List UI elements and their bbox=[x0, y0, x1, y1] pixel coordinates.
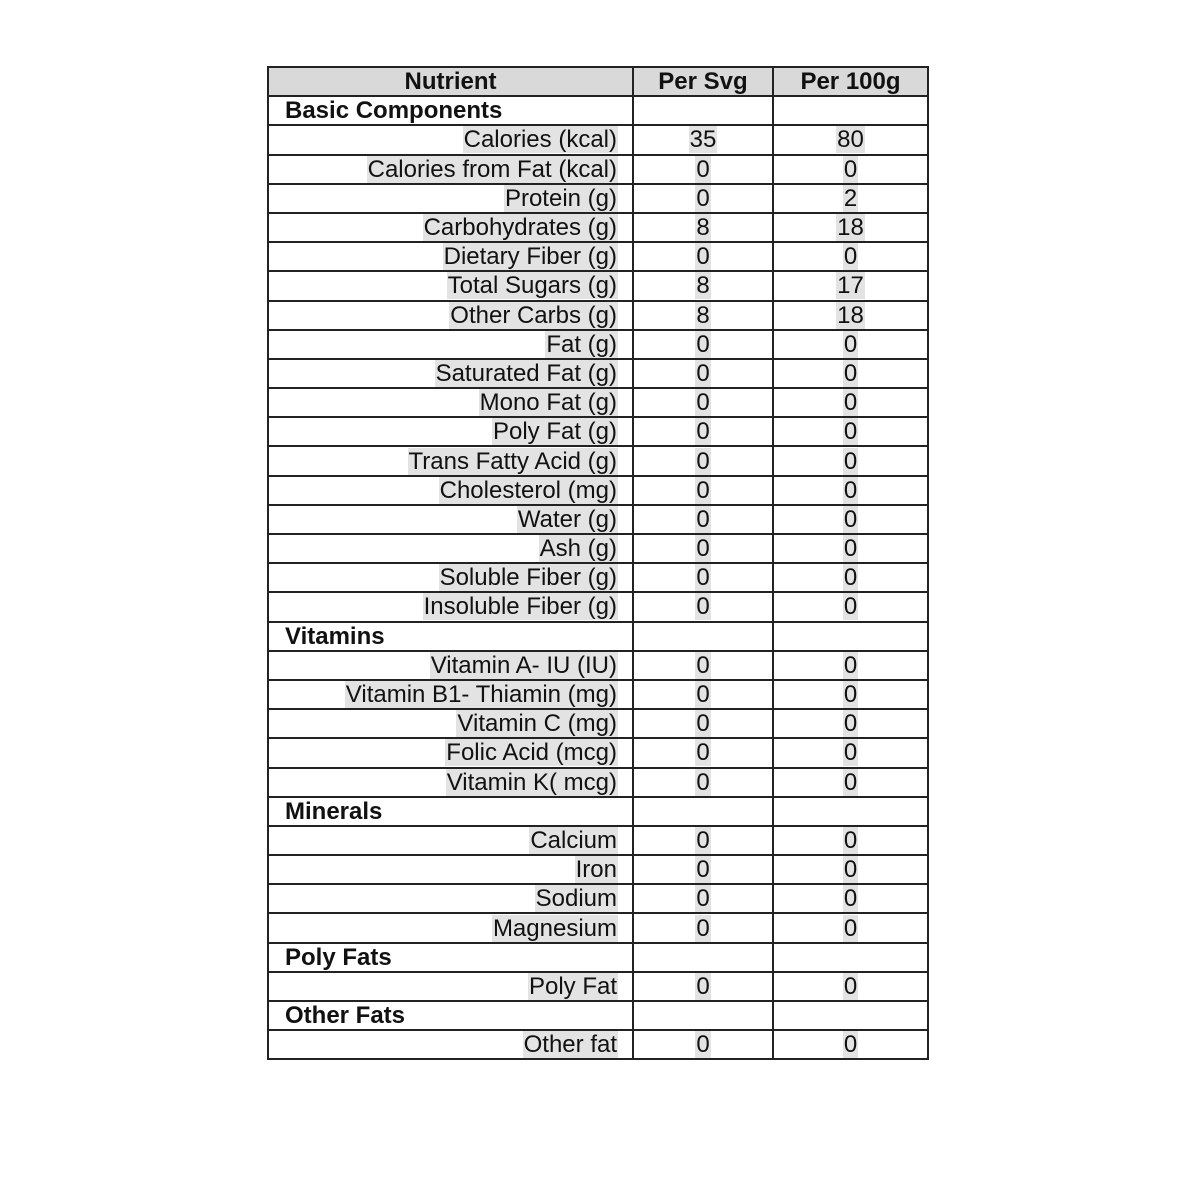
nutrient-name-cell bbox=[268, 359, 633, 388]
nutrient-name: Poly Fat bbox=[528, 972, 617, 1000]
per-svg-value-cell bbox=[633, 213, 773, 242]
section-row bbox=[268, 1001, 928, 1030]
nutrient-name: Insoluble Fiber (g) bbox=[423, 593, 617, 621]
per-100g-value: 80 bbox=[837, 126, 864, 154]
nutrient-name-cell bbox=[268, 213, 633, 242]
per-svg-value-cell bbox=[633, 768, 773, 797]
empty-cell bbox=[773, 1001, 928, 1030]
per-100g-value-cell bbox=[773, 213, 928, 242]
nutrient-name-cell bbox=[268, 271, 633, 300]
nutrient-name-cell bbox=[268, 301, 633, 330]
table-row bbox=[268, 446, 928, 475]
nutrient-name: Vitamin K( mcg) bbox=[446, 768, 617, 796]
per-100g-value: 0 bbox=[843, 447, 858, 475]
per-svg-value: 0 bbox=[696, 564, 710, 592]
per-svg-value-cell bbox=[633, 680, 773, 709]
per-svg-value-cell bbox=[633, 738, 773, 767]
per-svg-value: 0 bbox=[696, 768, 710, 796]
per-100g-value-cell bbox=[773, 301, 928, 330]
table-row bbox=[268, 972, 928, 1001]
per-svg-value: 0 bbox=[696, 826, 710, 854]
per-100g-value: 0 bbox=[843, 476, 858, 504]
per-svg-value-cell bbox=[633, 826, 773, 855]
per-svg-value-cell bbox=[633, 184, 773, 213]
table-row bbox=[268, 738, 928, 767]
nutrient-name: Soluble Fiber (g) bbox=[439, 564, 617, 592]
nutrient-name-cell bbox=[268, 563, 633, 592]
table-header bbox=[268, 67, 928, 96]
per-100g-value-cell bbox=[773, 330, 928, 359]
empty-cell bbox=[633, 943, 773, 972]
nutrient-name-cell bbox=[268, 826, 633, 855]
nutrient-name-cell bbox=[268, 972, 633, 1001]
per-svg-value-cell bbox=[633, 855, 773, 884]
per-100g-value-cell bbox=[773, 271, 928, 300]
per-svg-value-cell bbox=[633, 417, 773, 446]
table-row bbox=[268, 330, 928, 359]
per-svg-value-cell bbox=[633, 913, 773, 942]
nutrient-name-cell bbox=[268, 534, 633, 563]
nutrient-name: Protein (g) bbox=[504, 184, 617, 212]
table-row bbox=[268, 1030, 928, 1059]
table-row bbox=[268, 651, 928, 680]
empty-cell bbox=[773, 96, 928, 125]
table-row bbox=[268, 184, 928, 213]
per-svg-value: 0 bbox=[696, 535, 710, 563]
per-svg-value: 0 bbox=[696, 418, 710, 446]
nutrient-name: Trans Fatty Acid (g) bbox=[408, 447, 617, 475]
nutrient-name: Ash (g) bbox=[539, 535, 617, 563]
per-100g-value-cell bbox=[773, 826, 928, 855]
per-svg-value-cell bbox=[633, 476, 773, 505]
per-svg-value-cell bbox=[633, 592, 773, 621]
nutrient-name: Magnesium bbox=[492, 914, 617, 942]
table-row bbox=[268, 476, 928, 505]
table-row bbox=[268, 709, 928, 738]
per-svg-value-cell bbox=[633, 155, 773, 184]
per-100g-value: 0 bbox=[843, 651, 858, 679]
per-svg-value: 0 bbox=[696, 389, 710, 417]
section-label: Other Fats bbox=[268, 1001, 633, 1030]
table-body bbox=[268, 96, 928, 1059]
per-svg-value: 0 bbox=[696, 184, 710, 212]
nutrient-name: Total Sugars (g) bbox=[447, 272, 617, 300]
nutrient-name-cell bbox=[268, 476, 633, 505]
per-100g-value: 0 bbox=[843, 885, 858, 913]
table-row bbox=[268, 913, 928, 942]
nutrient-name: Dietary Fiber (g) bbox=[443, 243, 617, 271]
nutrient-name: Calories (kcal) bbox=[463, 126, 617, 154]
per-100g-value-cell bbox=[773, 417, 928, 446]
per-svg-value-cell bbox=[633, 505, 773, 534]
per-100g-value: 0 bbox=[843, 768, 858, 796]
section-label: Basic Components bbox=[268, 96, 633, 125]
per-100g-value-cell bbox=[773, 155, 928, 184]
per-svg-value-cell bbox=[633, 709, 773, 738]
table-row bbox=[268, 155, 928, 184]
per-100g-value: 18 bbox=[837, 301, 864, 329]
table-row bbox=[268, 417, 928, 446]
nutrition-table bbox=[267, 66, 929, 1060]
nutrient-name-cell bbox=[268, 651, 633, 680]
table-row bbox=[268, 213, 928, 242]
per-100g-value-cell bbox=[773, 505, 928, 534]
per-svg-value-cell bbox=[633, 446, 773, 475]
section-label: Poly Fats bbox=[268, 943, 633, 972]
table-row bbox=[268, 592, 928, 621]
per-100g-value-cell bbox=[773, 855, 928, 884]
nutrient-name: Folic Acid (mcg) bbox=[446, 739, 617, 767]
per-100g-value-cell bbox=[773, 738, 928, 767]
section-label: Minerals bbox=[268, 797, 633, 826]
per-100g-value-cell bbox=[773, 242, 928, 271]
per-svg-value: 0 bbox=[696, 505, 710, 533]
nutrient-name-cell bbox=[268, 388, 633, 417]
header-per-100g: Per 100g bbox=[773, 67, 928, 96]
table-row bbox=[268, 563, 928, 592]
per-svg-value: 0 bbox=[696, 243, 710, 271]
per-100g-value-cell bbox=[773, 913, 928, 942]
per-100g-value: 0 bbox=[843, 710, 858, 738]
per-100g-value-cell bbox=[773, 476, 928, 505]
nutrient-name: Iron bbox=[575, 856, 617, 884]
nutrient-name-cell bbox=[268, 505, 633, 534]
nutrient-name-cell bbox=[268, 680, 633, 709]
per-100g-value: 0 bbox=[843, 243, 858, 271]
empty-cell bbox=[633, 797, 773, 826]
per-100g-value: 0 bbox=[843, 418, 858, 446]
per-100g-value: 17 bbox=[837, 272, 864, 300]
nutrient-name: Carbohydrates (g) bbox=[423, 214, 617, 242]
per-svg-value-cell bbox=[633, 972, 773, 1001]
per-100g-value: 0 bbox=[843, 593, 858, 621]
nutrient-name-cell bbox=[268, 125, 633, 154]
per-100g-value-cell bbox=[773, 651, 928, 680]
nutrient-name: Poly Fat (g) bbox=[492, 418, 617, 446]
per-100g-value-cell bbox=[773, 534, 928, 563]
per-svg-value-cell bbox=[633, 271, 773, 300]
nutrient-name-cell bbox=[268, 855, 633, 884]
nutrient-name: Cholesterol (mg) bbox=[439, 476, 617, 504]
per-svg-value-cell bbox=[633, 359, 773, 388]
per-100g-value-cell bbox=[773, 125, 928, 154]
nutrient-name-cell bbox=[268, 242, 633, 271]
per-svg-value: 8 bbox=[696, 272, 710, 300]
per-100g-value: 0 bbox=[843, 972, 858, 1000]
per-100g-value: 18 bbox=[837, 214, 864, 242]
per-100g-value-cell bbox=[773, 446, 928, 475]
table-row bbox=[268, 301, 928, 330]
nutrient-name-cell bbox=[268, 417, 633, 446]
nutrient-name-cell bbox=[268, 1030, 633, 1059]
section-row bbox=[268, 96, 928, 125]
per-100g-value: 0 bbox=[843, 739, 858, 767]
empty-cell bbox=[773, 797, 928, 826]
nutrient-name-cell bbox=[268, 738, 633, 767]
nutrient-name-cell bbox=[268, 884, 633, 913]
nutrient-name: Vitamin C (mg) bbox=[457, 710, 617, 738]
table-row bbox=[268, 826, 928, 855]
per-svg-value-cell bbox=[633, 884, 773, 913]
per-100g-value: 0 bbox=[843, 681, 858, 709]
per-svg-value: 0 bbox=[696, 710, 710, 738]
per-svg-value: 0 bbox=[696, 1031, 710, 1059]
nutrient-name-cell bbox=[268, 709, 633, 738]
per-svg-value: 0 bbox=[696, 739, 710, 767]
per-100g-value: 0 bbox=[843, 155, 858, 183]
nutrient-name: Other fat bbox=[523, 1031, 617, 1059]
nutrient-name: Calories from Fat (kcal) bbox=[367, 155, 617, 183]
per-100g-value-cell bbox=[773, 884, 928, 913]
per-svg-value-cell bbox=[633, 534, 773, 563]
per-100g-value-cell bbox=[773, 359, 928, 388]
per-svg-value-cell bbox=[633, 388, 773, 417]
nutrient-name: Vitamin A- IU (IU) bbox=[430, 651, 617, 679]
empty-cell bbox=[633, 96, 773, 125]
per-svg-value: 0 bbox=[696, 856, 710, 884]
per-svg-value: 0 bbox=[696, 972, 710, 1000]
per-svg-value: 8 bbox=[696, 214, 710, 242]
table-row bbox=[268, 242, 928, 271]
header-per-svg: Per Svg bbox=[633, 67, 773, 96]
per-100g-value: 0 bbox=[843, 856, 858, 884]
nutrient-name-cell bbox=[268, 155, 633, 184]
per-100g-value-cell bbox=[773, 1030, 928, 1059]
nutrient-name-cell bbox=[268, 768, 633, 797]
per-100g-value-cell bbox=[773, 388, 928, 417]
per-svg-value: 0 bbox=[696, 476, 710, 504]
per-100g-value-cell bbox=[773, 592, 928, 621]
per-100g-value: 0 bbox=[843, 535, 858, 563]
per-svg-value-cell bbox=[633, 651, 773, 680]
per-100g-value: 0 bbox=[843, 330, 858, 358]
nutrient-name: Fat (g) bbox=[546, 330, 617, 358]
per-svg-value: 35 bbox=[689, 126, 717, 154]
per-svg-value-cell bbox=[633, 301, 773, 330]
per-svg-value-cell bbox=[633, 125, 773, 154]
per-100g-value-cell bbox=[773, 184, 928, 213]
nutrient-name-cell bbox=[268, 184, 633, 213]
table-row bbox=[268, 359, 928, 388]
nutrient-name-cell bbox=[268, 592, 633, 621]
per-100g-value: 0 bbox=[843, 359, 858, 387]
header-row bbox=[268, 67, 928, 96]
per-100g-value: 0 bbox=[843, 505, 858, 533]
per-svg-value: 8 bbox=[696, 301, 710, 329]
nutrient-name: Other Carbs (g) bbox=[450, 301, 617, 329]
per-100g-value: 0 bbox=[843, 389, 858, 417]
per-100g-value: 0 bbox=[843, 826, 858, 854]
per-svg-value: 0 bbox=[696, 330, 710, 358]
nutrient-name: Vitamin B1- Thiamin (mg) bbox=[345, 681, 617, 709]
nutrient-name-cell bbox=[268, 446, 633, 475]
empty-cell bbox=[633, 1001, 773, 1030]
table-row bbox=[268, 271, 928, 300]
per-100g-value: 0 bbox=[843, 1031, 858, 1059]
per-100g-value: 2 bbox=[843, 184, 858, 212]
table-row bbox=[268, 125, 928, 154]
per-svg-value: 0 bbox=[696, 914, 710, 942]
per-svg-value-cell bbox=[633, 330, 773, 359]
per-svg-value-cell bbox=[633, 1030, 773, 1059]
per-svg-value: 0 bbox=[696, 447, 710, 475]
per-svg-value: 0 bbox=[696, 593, 710, 621]
section-row bbox=[268, 797, 928, 826]
section-row bbox=[268, 622, 928, 651]
per-svg-value-cell bbox=[633, 242, 773, 271]
per-100g-value-cell bbox=[773, 680, 928, 709]
per-svg-value: 0 bbox=[696, 359, 710, 387]
table-row bbox=[268, 855, 928, 884]
per-100g-value-cell bbox=[773, 768, 928, 797]
header-nutrient: Nutrient bbox=[268, 67, 633, 96]
nutrient-name-cell bbox=[268, 330, 633, 359]
per-svg-value: 0 bbox=[696, 885, 710, 913]
per-100g-value-cell bbox=[773, 972, 928, 1001]
per-100g-value-cell bbox=[773, 563, 928, 592]
nutrient-name: Calcium bbox=[530, 826, 617, 854]
per-svg-value-cell bbox=[633, 563, 773, 592]
table-row bbox=[268, 768, 928, 797]
nutrient-name: Saturated Fat (g) bbox=[435, 359, 617, 387]
per-svg-value: 0 bbox=[696, 681, 710, 709]
table-row bbox=[268, 680, 928, 709]
section-label: Vitamins bbox=[268, 622, 633, 651]
table-row bbox=[268, 884, 928, 913]
table-row bbox=[268, 505, 928, 534]
nutrient-name: Sodium bbox=[535, 885, 617, 913]
per-100g-value-cell bbox=[773, 709, 928, 738]
nutrient-name: Water (g) bbox=[517, 505, 617, 533]
empty-cell bbox=[633, 622, 773, 651]
empty-cell bbox=[773, 943, 928, 972]
section-row bbox=[268, 943, 928, 972]
table-row bbox=[268, 388, 928, 417]
per-svg-value: 0 bbox=[696, 155, 710, 183]
nutrient-name-cell bbox=[268, 913, 633, 942]
table-row bbox=[268, 534, 928, 563]
per-100g-value: 0 bbox=[843, 914, 858, 942]
per-svg-value: 0 bbox=[696, 651, 710, 679]
nutrient-name: Mono Fat (g) bbox=[479, 389, 617, 417]
empty-cell bbox=[773, 622, 928, 651]
per-100g-value: 0 bbox=[843, 564, 858, 592]
